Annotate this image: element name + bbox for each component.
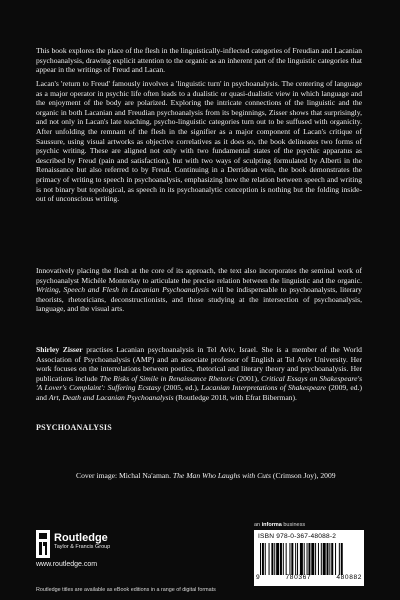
barcode-bar — [327, 543, 329, 575]
paragraph-2-text: Lacan's 'return to Freud' famously involves a 'linguistic turn' in psychoanalysis. The centering of language as a major operator in psychic life often leads to a dualistic or quasi-dualistic view in which language and the enjoyment of the body are polarized. Exploring the intricate connections of the linguistic and the organic in both Lacanian and Freudian psychoanalysis from its beginnings, Zisser shows that surprisingly, and not only in Lacan's late teaching, psycho-linguistic categories turn out to be suffused with organicity. After unfolding the remnant of the flesh in the signifier as a major component of Lacan's critique of Saussure, using visual artworks as objective correlatives as it does so, the book delineates two forms of psychic writing. These are aligned not only with two fundamental states of the psychic apparatus as described by Freud (pain and satisfaction), but with two ways of sculpting formulated by Alberti in the Renaissance but also referred to by Freud. Continuing in a Derridean vein, the book demonstrates the primacy of writing to speech in psychoanalysis, emphasizing how the relation between speech and writing is not binary but topological, as speech in its psychoanalytic conception is nothing but the folding inside-out of unconscious writing. — [36, 79, 362, 204]
barcode-digit-group-1: 9 — [256, 574, 261, 581]
author-name: Shirley Zisser — [36, 345, 83, 354]
paragraph-3-part-b: will be indispensable to psychoanalysts, literary theorists, rhetoricians, deconstructionists, and those studying at the intersection of psychoanalysis, language, and the visual arts. — [36, 285, 362, 314]
bio-part-c: (2005, ed.), — [163, 383, 199, 393]
barcode-bar — [274, 543, 275, 575]
cover-image-credit — [76, 471, 336, 480]
description-paragraph-3 — [36, 266, 362, 314]
description-paragraph-1 — [36, 46, 362, 75]
publication-title-3: Lacanian Interpretations of Shakespeare — [201, 383, 327, 393]
barcode-bar — [339, 543, 340, 575]
book-title: Writing, Speech and Flesh in Lacanian Psychoanalysis — [36, 285, 209, 295]
author-bio — [36, 345, 362, 403]
barcode-bar — [280, 543, 282, 575]
barcode-bar — [286, 543, 287, 575]
imprint-prefix: an — [254, 522, 261, 528]
publisher-group: Taylor & Francis Group — [54, 544, 111, 550]
barcode-bar — [329, 543, 330, 575]
barcode-bar — [289, 543, 290, 575]
barcode-bar — [265, 543, 266, 575]
barcode-bar — [300, 543, 303, 575]
barcode-bars — [260, 543, 358, 575]
imprint-name: informa — [261, 522, 282, 528]
publisher-website: www.routledge.com — [36, 561, 98, 568]
barcode-bar — [308, 543, 310, 575]
barcode-bar — [323, 543, 326, 575]
author-bio-text — [36, 345, 362, 403]
publisher-name: Routledge — [54, 532, 108, 544]
barcode-bar — [318, 543, 319, 575]
credit-prefix: Cover image: Michal Na'aman. — [76, 471, 171, 480]
barcode-bar — [335, 543, 336, 575]
bio-part-a: practises Lacanian psychoanalysis in Tel Aviv, Israel. She is a member of the World Association of Psychoanalysis (AMP) and an associate professor of English at Tel Aviv University. Her work focuses on the interrelations between poetics, rhetorical and literary theory and psychoanalysis. Her publications include — [36, 345, 362, 383]
barcode-digit-group-3: 480882 — [336, 574, 362, 581]
routledge-mark-icon — [36, 530, 50, 558]
barcode-bar — [295, 543, 296, 575]
subject-category: PSYCHOANALYSIS — [36, 423, 112, 432]
barcode-bar — [283, 543, 284, 575]
barcode-bar — [269, 543, 270, 575]
artwork-title: The Man Who Laughs with Cuts — [172, 471, 272, 480]
barcode-bar — [307, 543, 308, 575]
routledge-logo — [36, 530, 166, 560]
publication-title-1: The Risks of Simile in Renaissance Rhetoric — [99, 373, 235, 383]
barcode-bar — [321, 543, 322, 575]
barcode-bar — [311, 543, 314, 575]
informa-imprint — [254, 522, 305, 528]
barcode-bar — [315, 543, 316, 575]
barcode-digits — [256, 574, 362, 581]
paragraph-3-text — [36, 266, 362, 314]
barcode-bar — [271, 543, 273, 575]
credit-suffix: (Crimson Joy), 2009 — [272, 471, 336, 480]
barcode-bar — [341, 543, 343, 575]
barcode-bar — [260, 543, 261, 575]
bio-part-b: (2001), — [236, 373, 259, 383]
imprint-suffix: business — [283, 522, 306, 528]
barcode-bar — [262, 543, 264, 575]
ebook-availability-note: Routledge titles are available as eBook editions in a range of digital formats — [36, 587, 216, 593]
publication-title-2: Critical Essays on Shakespeare's 'A Lover's Complaint': Suffering Ecstasy — [36, 373, 363, 393]
barcode-bar — [297, 543, 298, 575]
barcode-bar — [304, 543, 305, 575]
bio-part-d: (2009, ed.) and — [36, 383, 363, 402]
isbn-barcode — [254, 530, 364, 586]
paragraph-3-part-a: Innovatively placing the flesh at the core of its approach, the text also incorporates the seminal work of psychoanalyst Michèle Montrelay to articulate the precise relation between the linguistic and the organic. — [36, 266, 362, 285]
publication-title-4: Art, Death and Lacanian Psychoanalysis — [48, 392, 174, 402]
description-paragraph-2 — [36, 79, 362, 204]
barcode-bar — [291, 543, 293, 575]
barcode-bar — [331, 543, 333, 575]
barcode-digit-group-2: 780367 — [285, 574, 312, 581]
bio-part-e: (Routledge 2018, with Efrat Biberman). — [175, 392, 297, 402]
barcode-bar — [276, 543, 279, 575]
isbn-label: ISBN 978-0-367-48088-2 — [258, 533, 337, 540]
paragraph-1-text: This book explores the place of the flesh in the linguistically-inflected categories of Freudian and Lacanian psychoanalysis, drawing explicit attention to the organic as an inherent part of the linguistic categories that appear in the writings of Freud and Lacan. — [36, 46, 362, 75]
